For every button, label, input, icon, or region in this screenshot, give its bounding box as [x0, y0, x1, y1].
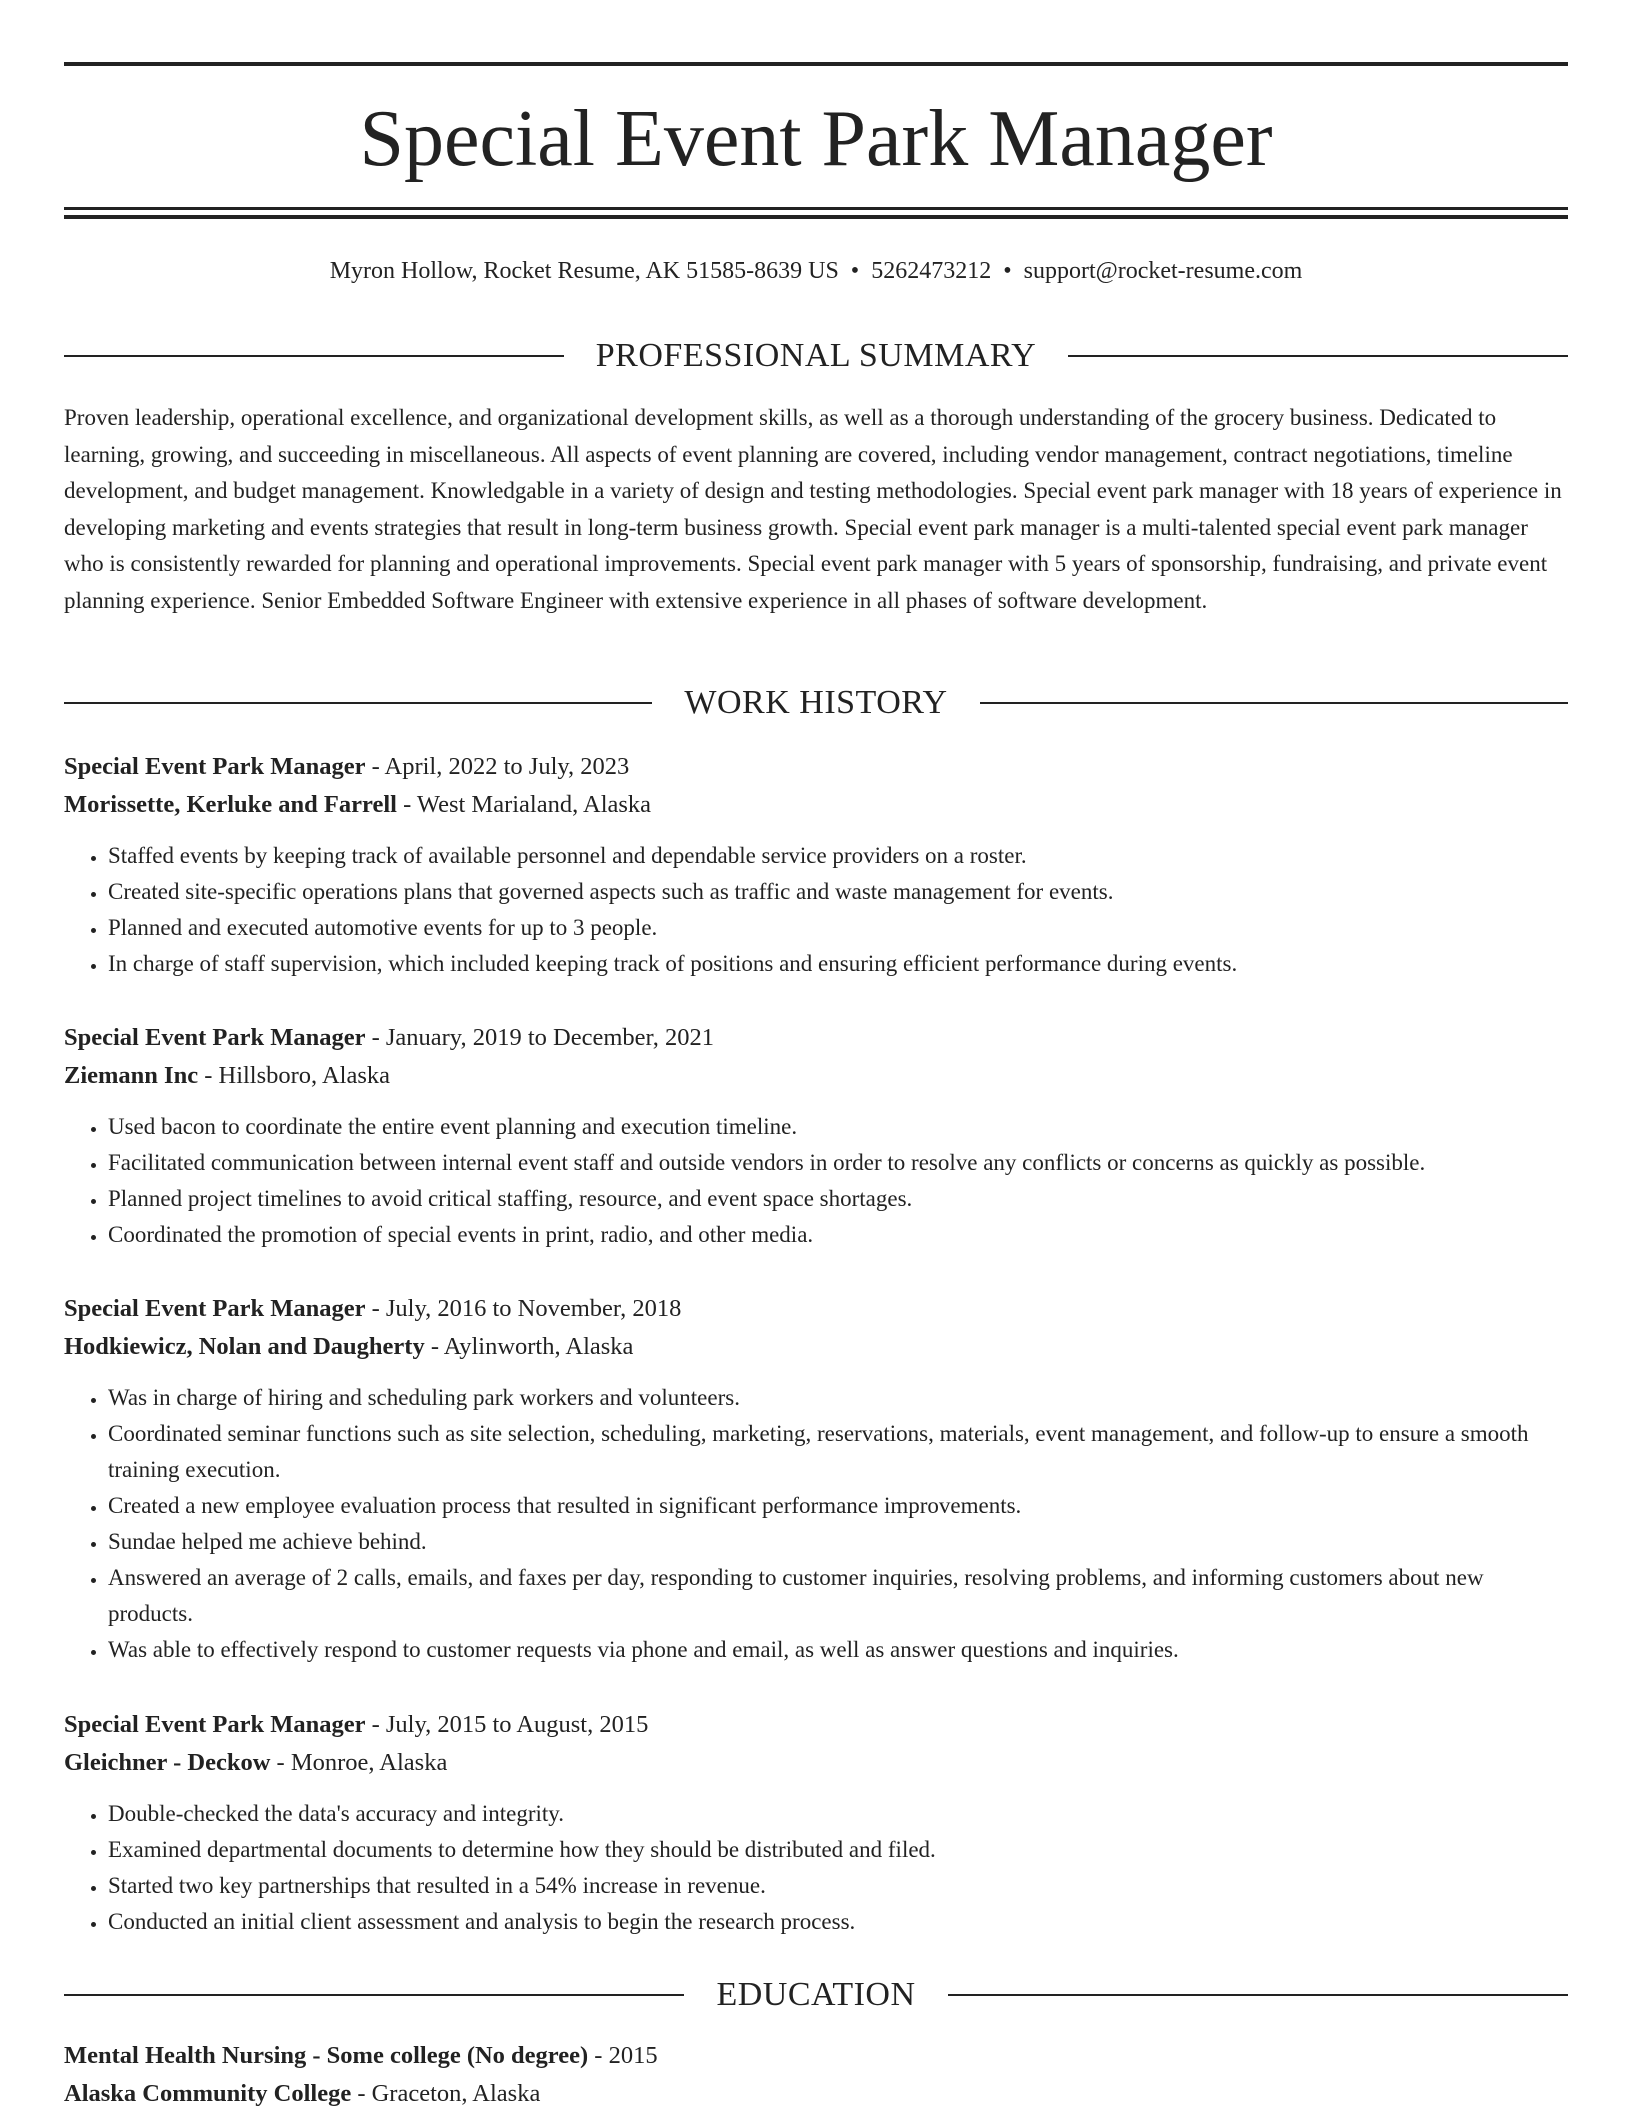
job-title-line	[64, 1019, 1568, 1057]
job-title-line	[64, 1290, 1568, 1328]
education-degree: Mental Health Nursing - Some college (No degree)	[64, 2042, 589, 2069]
job-location: - Aylinworth, Alaska	[424, 1333, 634, 1360]
job-bullet: • Double-checked the data's accuracy and integrity.	[108, 1796, 1568, 1832]
job-bullet: • Staffed events by keeping track of available personnel and dependable service providers on a roster.	[108, 838, 1568, 874]
job-dates: - April, 2022 to July, 2023	[365, 753, 630, 780]
heading-rule-right	[980, 702, 1568, 704]
contact-address: Myron Hollow, Rocket Resume, AK 51585-8639 US	[329, 258, 839, 284]
education-school-line	[64, 2075, 1568, 2113]
job-bullet: • Conducted an initial client assessment and analysis to begin the research process.	[108, 1904, 1568, 1940]
job-bullet: • Planned project timelines to avoid critical staffing, resource, and event space shortages.	[108, 1181, 1568, 1217]
contact-line	[64, 254, 1568, 288]
job-title-line	[64, 1706, 1568, 1744]
job-title: Special Event Park Manager	[64, 753, 366, 780]
job-location: - West Marialand, Alaska	[396, 791, 652, 818]
job-entry	[64, 1019, 1568, 1253]
heading-rule-right	[948, 1994, 1568, 1996]
job-bullet: • Coordinated the promotion of special events in print, radio, and other media.	[108, 1217, 1568, 1253]
education-location: - Graceton, Alaska	[351, 2080, 541, 2107]
job-company-line	[64, 1057, 1568, 1095]
education-school: Alaska Community College	[64, 2080, 352, 2107]
job-dates: - July, 2016 to November, 2018	[365, 1295, 682, 1322]
job-entry	[64, 1706, 1568, 1940]
header-bottom-rule	[64, 207, 1568, 210]
heading-rule-left	[64, 702, 652, 704]
job-company: Ziemann Inc	[64, 1062, 199, 1089]
job-bullet: • Answered an average of 2 calls, emails, and faxes per day, responding to customer inquiries, resolving problems, and informing customers about new products.	[108, 1560, 1568, 1632]
job-title: Special Event Park Manager	[64, 1024, 366, 1051]
contact-email: support@rocket-resume.com	[1023, 258, 1303, 284]
job-dates: - July, 2015 to August, 2015	[365, 1711, 649, 1738]
heading-rule-right	[1068, 355, 1568, 357]
job-bullet: • In charge of staff supervision, which included keeping track of positions and ensuring efficient performance during events.	[108, 946, 1568, 982]
summary-heading	[64, 335, 1568, 377]
job-bullet: • Examined departmental documents to determine how they should be distributed and filed.	[108, 1832, 1568, 1868]
heading-rule-left	[64, 1994, 684, 1996]
header-bottom-rule-2	[64, 215, 1568, 219]
job-title: Special Event Park Manager	[64, 1711, 366, 1738]
summary-heading-label: PROFESSIONAL SUMMARY	[595, 337, 1037, 374]
job-location: - Monroe, Alaska	[270, 1749, 448, 1776]
resume-title: Special Event Park Manager	[359, 95, 1273, 183]
job-bullet: • Was in charge of hiring and scheduling park workers and volunteers.	[108, 1380, 1568, 1416]
job-company: Morissette, Kerluke and Farrell	[64, 791, 397, 818]
contact-phone: 5262473212	[871, 258, 992, 284]
job-bullets	[64, 838, 1568, 982]
job-bullet: • Coordinated seminar functions such as site selection, scheduling, marketing, reservations, materials, event management, and follow-up to ensure a smooth training execution.	[108, 1416, 1568, 1488]
job-bullet: • Facilitated communication between internal event staff and outside vendors in order to resolve any conflicts or concerns as quickly as possible.	[108, 1145, 1568, 1181]
job-bullet: • Was able to effectively respond to customer requests via phone and email, as well as answer questions and inquiries.	[108, 1632, 1568, 1668]
heading-rule-left	[64, 355, 564, 357]
education-year: - 2015	[588, 2042, 658, 2069]
job-company-line	[64, 786, 1568, 824]
job-bullets	[64, 1380, 1568, 1668]
work-history-heading-label: WORK HISTORY	[684, 684, 948, 721]
job-bullet: • Created site-specific operations plans that governed aspects such as traffic and waste management for events.	[108, 874, 1568, 910]
education-entry	[64, 2037, 1568, 2113]
job-company: Hodkiewicz, Nolan and Daugherty	[64, 1333, 425, 1360]
job-bullets	[64, 1796, 1568, 1940]
contact-separator: •	[850, 258, 860, 284]
education-degree-line	[64, 2037, 1568, 2075]
job-dates: - January, 2019 to December, 2021	[365, 1024, 714, 1051]
job-bullets	[64, 1109, 1568, 1253]
education-heading	[64, 1974, 1568, 2016]
job-title: Special Event Park Manager	[64, 1295, 366, 1322]
job-company: Gleichner - Deckow	[64, 1749, 271, 1776]
header-top-rule	[64, 62, 1568, 66]
job-bullet: • Sundae helped me achieve behind.	[108, 1524, 1568, 1560]
job-entry	[64, 1290, 1568, 1668]
job-title-line	[64, 748, 1568, 786]
contact-separator: •	[1003, 258, 1012, 284]
job-bullet: • Created a new employee evaluation process that resulted in significant performance improvements.	[108, 1488, 1568, 1524]
education-heading-label: EDUCATION	[716, 1976, 916, 2013]
job-bullet: • Started two key partnerships that resulted in a 54% increase in revenue.	[108, 1868, 1568, 1904]
job-bullet: • Planned and executed automotive events for up to 3 people.	[108, 910, 1568, 946]
job-entry	[64, 748, 1568, 982]
job-company-line	[64, 1744, 1568, 1782]
work-history-heading	[64, 682, 1568, 724]
job-location: - Hillsboro, Alaska	[198, 1062, 390, 1089]
summary-text: Proven leadership, operational excellence, and organizational development skills, as well as a thorough understanding of the grocery business. Dedicated to learning, growing, and succeeding in miscellaneous. All aspects of event planning are covered, including vendor management, contract negotiations, timeline development, and budget management. Knowledgable in a variety of design and testing methodologies. Special event park manager with 18 years of experience in developing marketing and events strategies that result in long-term business growth. Special event park manager is a multi-talented special event park manager who is consistently rewarded for planning and operational improvements. Special event park manager with 5 years of sponsorship, fundraising, and private event planning experience. Senior Embedded Software Engineer with extensive experience in all phases of software development.	[64, 405, 1562, 613]
job-company-line	[64, 1328, 1568, 1366]
job-bullet: • Used bacon to coordinate the entire event planning and execution timeline.	[108, 1109, 1568, 1145]
